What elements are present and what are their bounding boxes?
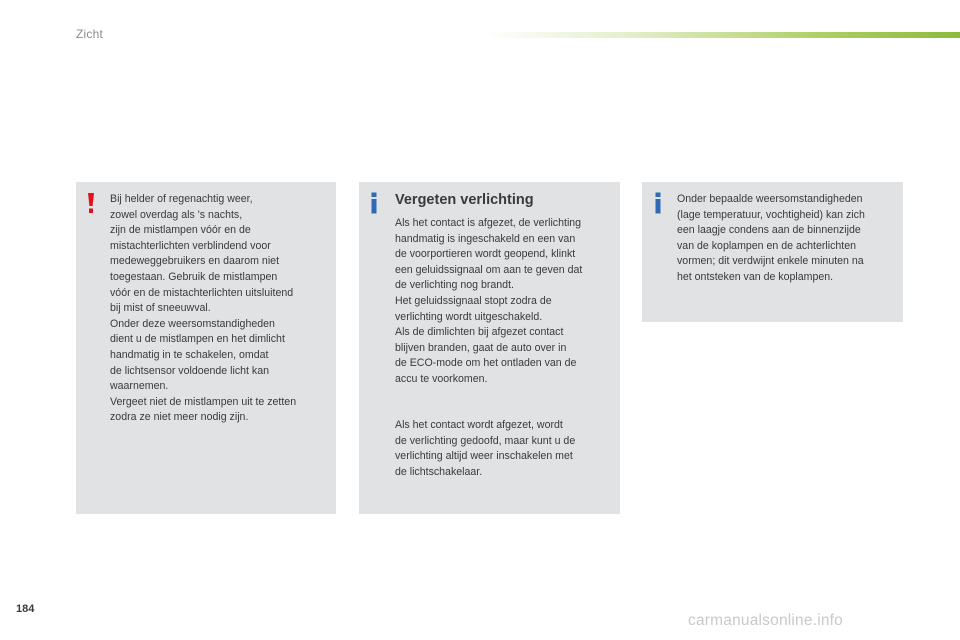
info-icon [369, 192, 379, 214]
condensation-text: Onder bepaalde weersomstandigheden (lage temperatuur, vochtigheid) kan zich een laagje condens aan de binnenzijde van de koplampen en de achterlichten vormen; dit verdwijnt enkele minuten na het ontsteken van de koplampen. [677, 193, 865, 283]
info-icon [653, 192, 663, 214]
warning-text: Bij helder of regenachtig weer, zowel overdag als 's nachts, zijn de mistlampen vóór en de mistachterlichten verblindend voor medeweggebruikers en daarom niet toegestaan. Gebruik de mistlampen vóór en de mistachterlichten uitsluitend bij mist of sneeuwval. Onder deze weersomstandigheden dient u de mistlampen en het dimlicht handmatig in te schakelen, omdat de lichtsensor voldoende licht kan waarnemen. Vergeet niet de mistlampen uit te zetten zodra ze niet meer nodig zijn. [110, 193, 297, 424]
info-paragraph-2: Als het contact wordt afgezet, wordt de verlichting gedoofd, maar kunt u de verlichting altijd weer inschakelen met de lichtschakelaar. [395, 419, 576, 478]
page-number: 184 [16, 603, 35, 615]
info-box-title: Vergeten verlichting [395, 192, 534, 208]
watermark: carmanualsonline.info [688, 612, 843, 629]
header-accent-bar [485, 32, 960, 38]
exclamation-icon [86, 192, 96, 214]
section-title: Zicht [76, 27, 104, 41]
info-paragraph-1: Als het contact is afgezet, de verlichting handmatig is ingeschakeld en een van de voorportieren wordt geopend, klinkt een geluidssignaal om aan te geven dat de verlichting nog brandt. Het geluidssignaal stopt zodra de verlichting wordt uitgeschakeld. Als de dimlichten bij afgezet contact blijven branden, gaat de auto over in de ECO-mode om het ontladen van de accu te voorkomen. [395, 217, 583, 385]
